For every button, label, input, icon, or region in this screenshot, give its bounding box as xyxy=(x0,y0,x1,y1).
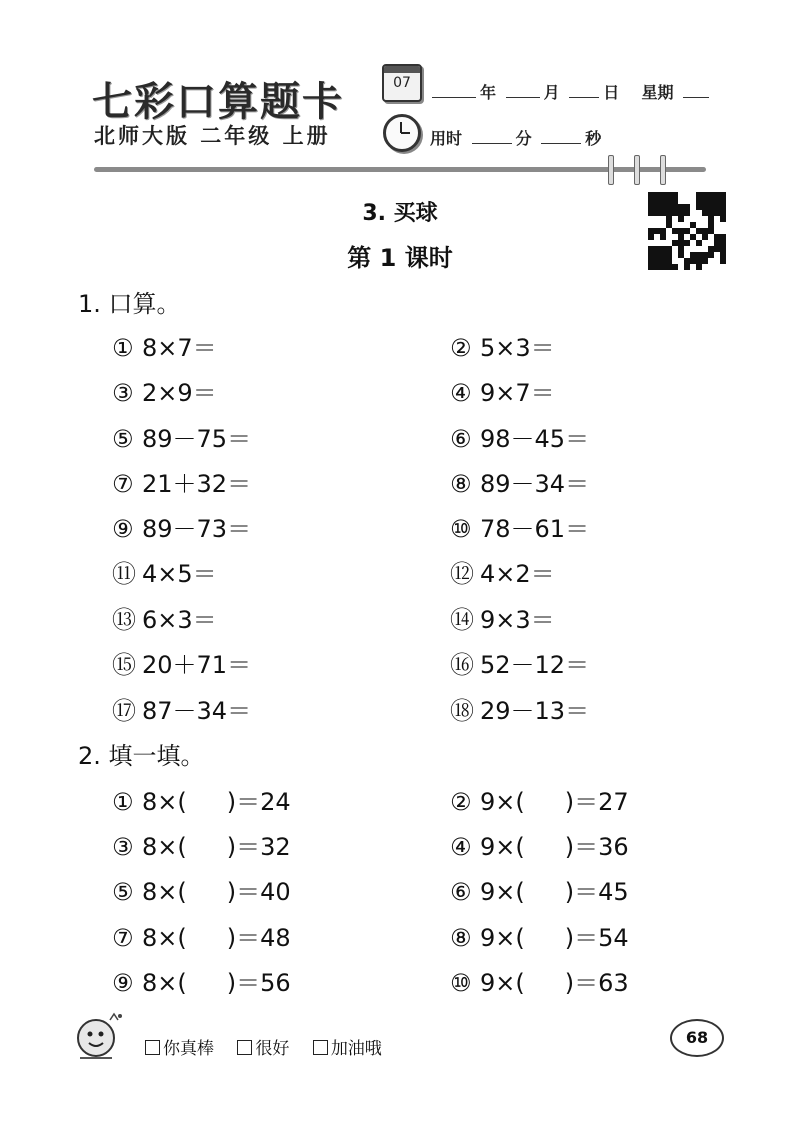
oral-problem: ⑰ 87－34＝ xyxy=(112,697,252,725)
oral-problem: ④ 9×7＝ xyxy=(450,379,555,407)
lesson-subtitle: 第 1 课时 xyxy=(347,244,453,272)
fill-problem: ② 9×( )＝27 xyxy=(450,788,629,816)
day-label: 日 xyxy=(603,83,620,102)
weekday-label: 星期 xyxy=(641,83,674,102)
binder-ring-icon xyxy=(660,155,666,185)
fill-problem: ① 8×( )＝24 xyxy=(112,788,291,816)
mascot-icon xyxy=(70,1008,130,1068)
page-number: 68 xyxy=(670,1019,724,1057)
calendar-icon-label: 07 xyxy=(393,75,411,91)
fill-problem: ⑦ 8×( )＝48 xyxy=(112,924,291,952)
section2-heading: 2. 填一填。 xyxy=(78,742,205,770)
weekday-blank[interactable] xyxy=(683,83,709,98)
date-fill-line xyxy=(428,80,713,103)
oral-problem: ① 8×7＝ xyxy=(112,334,217,362)
fill-problem: ④ 9×( )＝36 xyxy=(450,833,629,861)
month-blank[interactable] xyxy=(506,83,540,98)
section1-heading: 1. 口算。 xyxy=(78,290,181,318)
calendar-icon xyxy=(382,64,422,102)
time-label: 用时 xyxy=(430,129,463,148)
month-label: 月 xyxy=(543,83,560,102)
seconds-blank[interactable] xyxy=(541,129,581,144)
checkbox-icon[interactable] xyxy=(313,1040,328,1055)
time-fill-line xyxy=(430,126,601,149)
binder-ring-icon xyxy=(608,155,614,185)
fill-problem: ⑥ 9×( )＝45 xyxy=(450,878,629,906)
checkbox-icon[interactable] xyxy=(237,1040,252,1055)
fill-problem: ⑤ 8×( )＝40 xyxy=(112,878,291,906)
fill-problem: ⑩ 9×( )＝63 xyxy=(450,969,629,997)
oral-problem: ② 5×3＝ xyxy=(450,334,555,362)
fill-problem: ③ 8×( )＝32 xyxy=(112,833,291,861)
oral-problem: ⑥ 98－45＝ xyxy=(450,425,590,453)
oral-problem: ⑫ 4×2＝ xyxy=(450,560,555,588)
oral-problem: ⑪ 4×5＝ xyxy=(112,560,217,588)
fill-problem: ⑧ 9×( )＝54 xyxy=(450,924,629,952)
oral-problem: ⑬ 6×3＝ xyxy=(112,606,217,634)
self-rating xyxy=(145,1034,400,1059)
year-label: 年 xyxy=(480,83,497,102)
binder-ring-icon xyxy=(634,155,640,185)
edition-label: 北师大版 二年级 上册 xyxy=(94,124,331,148)
seconds-label: 秒 xyxy=(585,129,602,148)
oral-problem: ③ 2×9＝ xyxy=(112,379,217,407)
oral-problem: ⑩ 78－61＝ xyxy=(450,515,590,543)
fill-problem: ⑨ 8×( )＝56 xyxy=(112,969,291,997)
oral-problem: ⑭ 9×3＝ xyxy=(450,606,555,634)
header-divider xyxy=(94,167,706,172)
oral-problem: ⑨ 89－73＝ xyxy=(112,515,252,543)
rating-option[interactable]: 很好 xyxy=(237,1039,289,1059)
lesson-title: 3. 买球 xyxy=(362,201,438,226)
rating-option[interactable]: 加油哦 xyxy=(313,1039,382,1059)
clock-icon xyxy=(383,114,421,152)
brand-title: 七彩口算题卡 xyxy=(92,79,344,125)
oral-problem: ⑤ 89－75＝ xyxy=(112,425,252,453)
checkbox-icon[interactable] xyxy=(145,1040,160,1055)
oral-problem: ⑱ 29－13＝ xyxy=(450,697,590,725)
oral-problem: ⑧ 89－34＝ xyxy=(450,470,590,498)
minutes-blank[interactable] xyxy=(472,129,512,144)
year-blank[interactable] xyxy=(432,83,476,98)
oral-problem: ⑦ 21＋32＝ xyxy=(112,470,252,498)
rating-option[interactable]: 你真棒 xyxy=(145,1039,214,1059)
day-blank[interactable] xyxy=(569,83,599,98)
oral-problem: ⑮ 20＋71＝ xyxy=(112,651,252,679)
oral-problem: ⑯ 52－12＝ xyxy=(450,651,590,679)
minutes-label: 分 xyxy=(515,129,532,148)
